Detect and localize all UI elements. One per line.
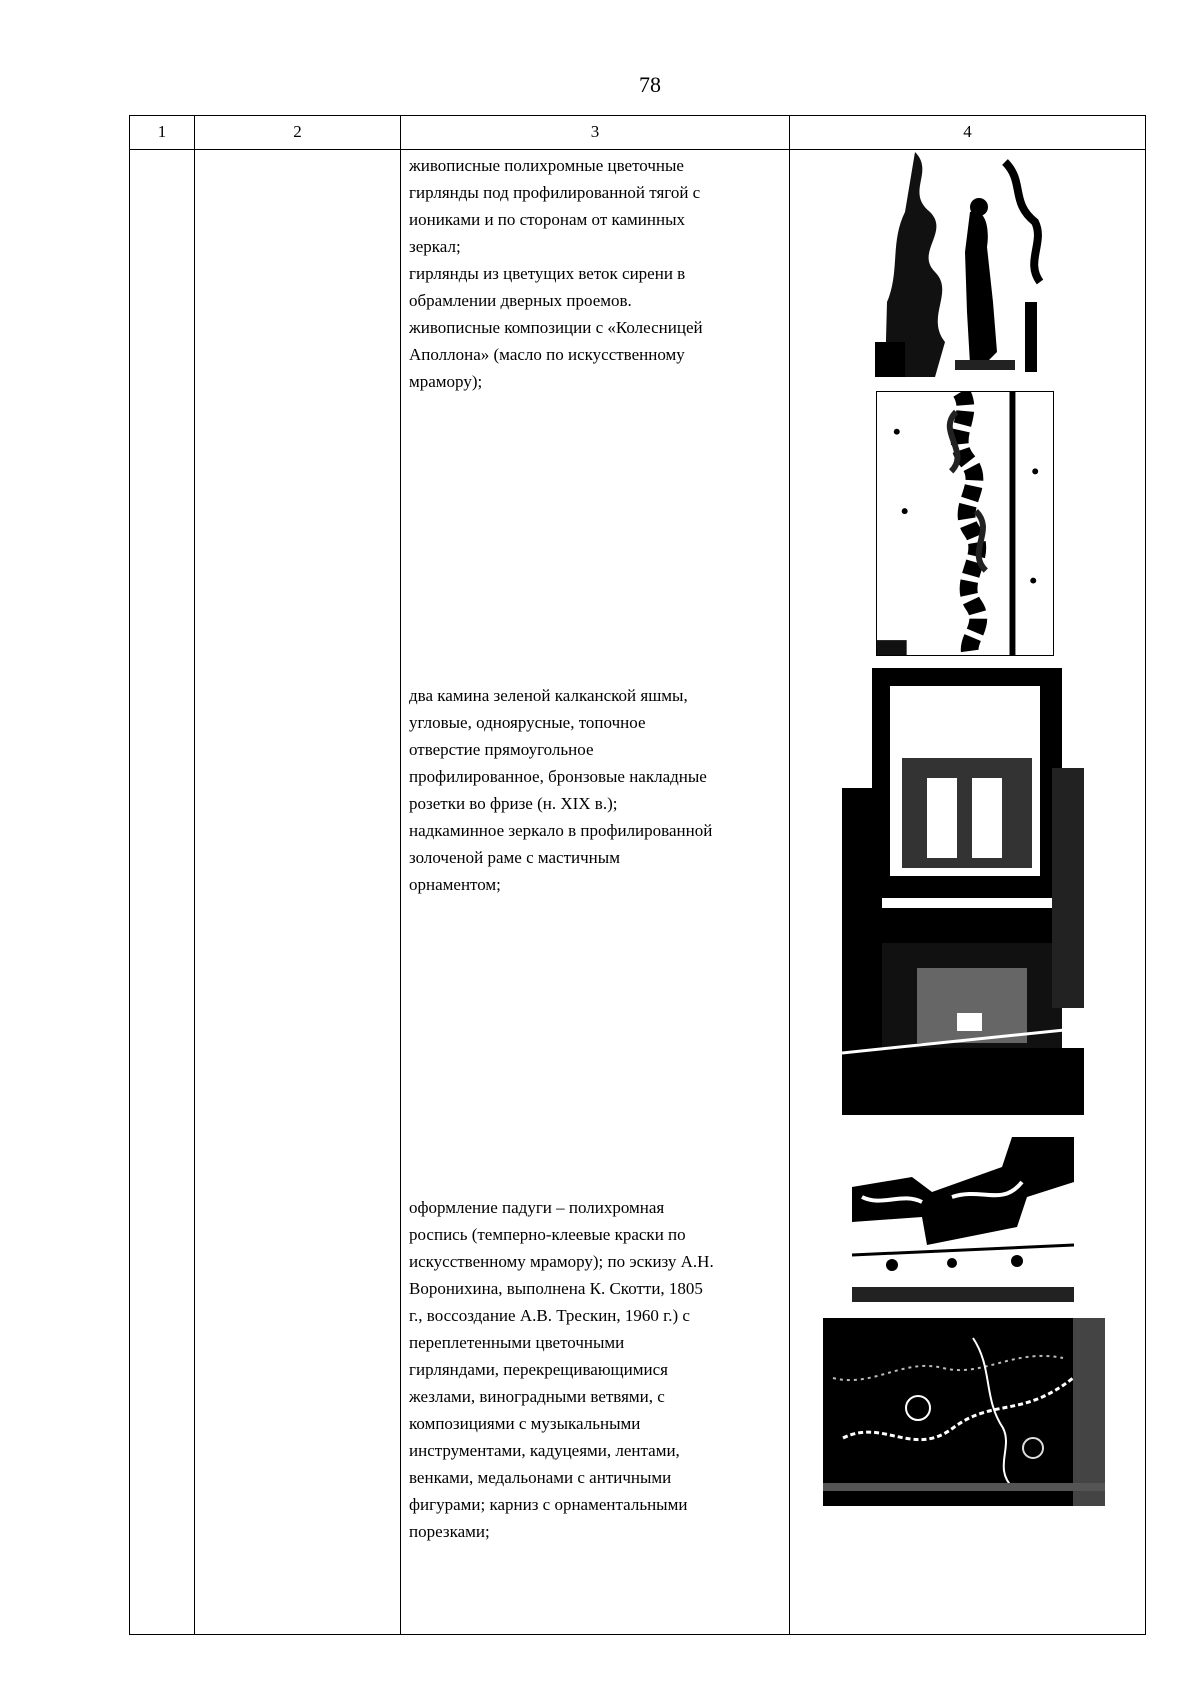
text-line: венками, медальонами с античными [409, 1468, 672, 1487]
column-header-3: 3 [590, 122, 600, 141]
text-line: г., воссоздание А.В. Трескин, 1960 г.) с [409, 1306, 690, 1325]
photo-statue-garland [875, 152, 1055, 377]
text-line: золоченой раме с мастичным [409, 848, 620, 867]
text-line: фигурами; карниз с орнаментальными [409, 1495, 688, 1514]
description-paragraph-3 [409, 1194, 789, 1545]
text-line: гирлянды из цветущих веток сирени в [409, 264, 686, 283]
text-line: отверстие прямоугольное [409, 740, 594, 759]
column-divider [789, 115, 790, 1635]
text-line: живописные полихромные цветочные [409, 156, 684, 175]
text-line: порезками; [409, 1522, 490, 1541]
description-paragraph-1 [409, 152, 789, 395]
text-line: надкаминное зеркало в профилированной [409, 821, 713, 840]
column-header-1: 1 [157, 122, 167, 141]
text-line: роспись (темперно-клеевые краски по [409, 1225, 686, 1244]
text-line: живописные композиции с «Колесницей [409, 318, 703, 337]
text-line: оформление падуги – полихромная [409, 1198, 665, 1217]
photo-ceiling-cove [852, 1137, 1074, 1302]
page-number: 78 [639, 72, 661, 97]
text-line: розетки во фризе (н. XIX в.); [409, 794, 618, 813]
column-header-2: 2 [293, 122, 302, 141]
text-line: зеркал; [409, 237, 461, 256]
text-line: иониками и по сторонам от каминных [409, 210, 686, 229]
text-line: два камина зеленой калканской яшмы, [409, 686, 688, 705]
photo-fireplace-mirror [842, 668, 1084, 1115]
photo-lilac-garland [876, 391, 1054, 656]
text-line: инструментами, кадуцеями, лентами, [409, 1441, 680, 1460]
column-header-4: 4 [963, 122, 972, 141]
column-divider [194, 115, 195, 1635]
text-line: композициями с музыкальными [409, 1414, 641, 1433]
text-line: Воронихина, выполнена К. Скотти, 1805 [409, 1279, 703, 1298]
photo-painted-ceiling [823, 1318, 1105, 1506]
description-paragraph-2 [409, 682, 789, 898]
column-divider [400, 115, 401, 1635]
text-line: гирлянды под профилированной тягой с [409, 183, 701, 202]
header-row-divider [129, 149, 1146, 150]
text-line: Аполлона» (масло по искусственному [409, 345, 685, 364]
text-line: профилированное, бронзовые накладные [409, 767, 707, 786]
text-line: орнаментом; [409, 875, 501, 894]
text-line: искусственному мрамору); по эскизу А.Н. [409, 1252, 714, 1271]
text-line: мрамору); [409, 372, 483, 391]
text-line: гирляндами, перекрещивающимися [409, 1360, 668, 1379]
text-line: обрамлении дверных проемов. [409, 291, 632, 310]
text-line: жезлами, виноградными ветвями, с [409, 1387, 665, 1406]
text-line: угловые, одноярусные, топочное [409, 713, 646, 732]
text-line: переплетенными цветочными [409, 1333, 625, 1352]
